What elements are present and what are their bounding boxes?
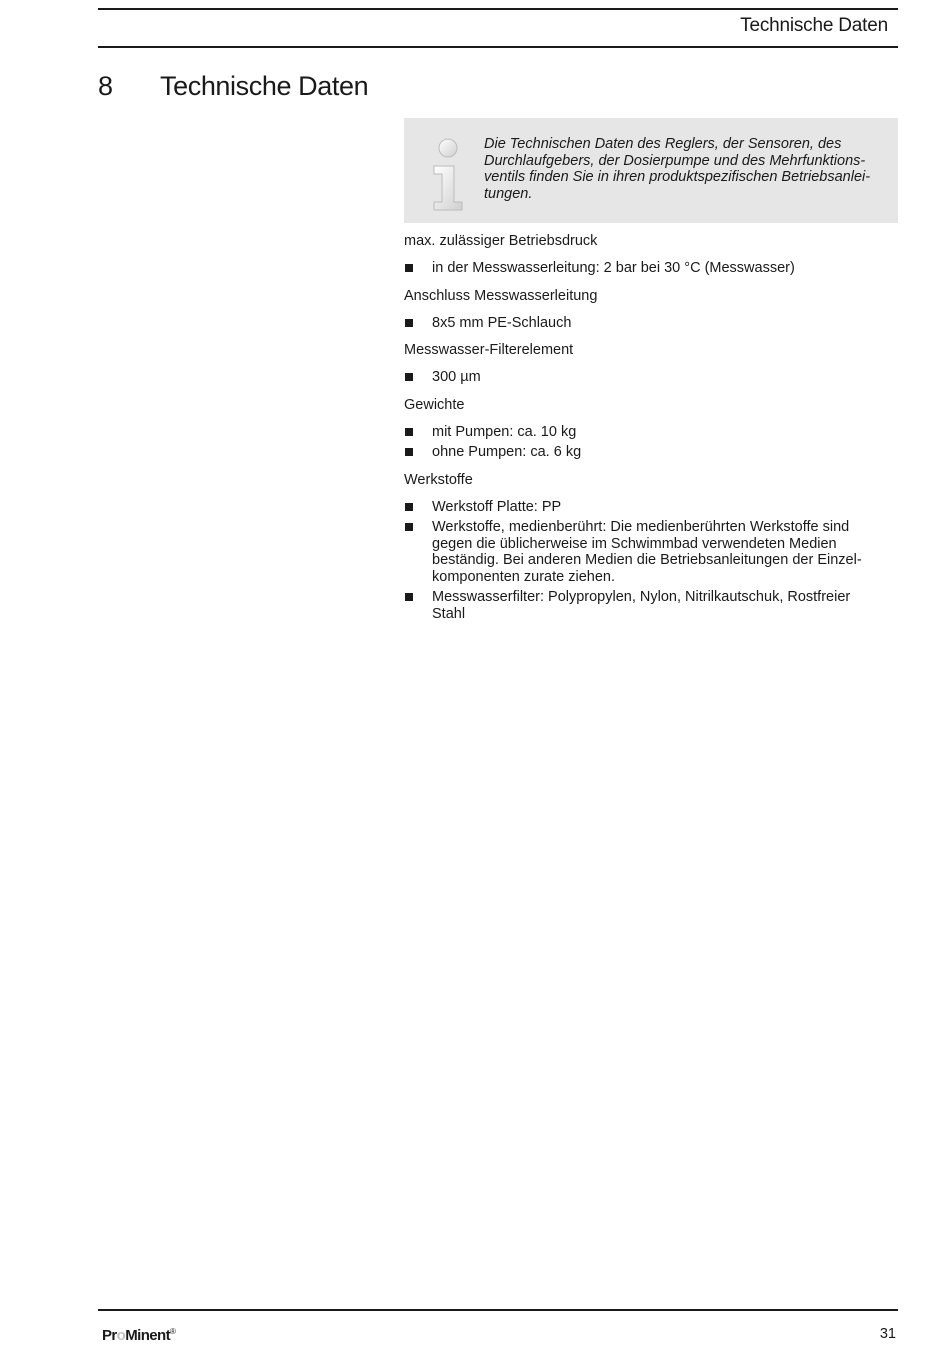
list-item bbox=[404, 424, 898, 441]
section-label: Werkstoffe bbox=[404, 471, 473, 488]
technical-data-content bbox=[404, 232, 898, 632]
list-item-line: beständig. Bei anderen Medien die Betriebsanleitungen der Einzel- bbox=[432, 552, 862, 568]
logo-text-pr: Pr bbox=[102, 1327, 117, 1344]
square-bullet-icon bbox=[405, 264, 413, 272]
bullet-list bbox=[404, 499, 898, 623]
list-item-line: in der Messwasserleitung: 2 bar bei 30 °C (Messwasser) bbox=[432, 260, 795, 276]
section-label: Anschluss Messwasserleitung bbox=[404, 287, 598, 304]
bullet-list bbox=[404, 260, 898, 277]
square-bullet-icon bbox=[405, 448, 413, 456]
section-label: max. zulässiger Betriebsdruck bbox=[404, 233, 598, 249]
list-item-line: Stahl bbox=[432, 605, 466, 622]
header-top-rule bbox=[98, 8, 898, 10]
list-item-line: 300 µm bbox=[432, 369, 481, 385]
footer-rule bbox=[98, 1309, 898, 1311]
square-bullet-icon bbox=[405, 428, 413, 436]
list-item-line: komponenten zurate ziehen. bbox=[432, 568, 615, 585]
list-item-line: ohne Pumpen: ca. 6 kg bbox=[432, 444, 582, 460]
info-note-text bbox=[484, 136, 888, 202]
list-item bbox=[404, 260, 898, 277]
list-item-line: gegen die üblicherweise im Schwimmbad verwendeten Medien bbox=[432, 535, 837, 552]
running-header-title: Technische Daten bbox=[740, 15, 888, 36]
logo-registered-mark: ® bbox=[169, 1327, 176, 1336]
section-label: Messwasser-Filterelement bbox=[404, 342, 574, 358]
list-item-line: mit Pumpen: ca. 10 kg bbox=[432, 423, 577, 440]
list-item-line: Werkstoff Platte: PP bbox=[432, 498, 562, 515]
bullet-list bbox=[404, 424, 898, 461]
info-note-line: ventils finden Sie in ihren produktspezifischen Betriebsanlei- bbox=[484, 169, 871, 185]
list-item-line: Messwasserfilter: Polypropylen, Nylon, Nitrilkautschuk, Rostfreier bbox=[432, 589, 851, 605]
list-item-line: Werkstoffe, medienberührt: Die medienberührten Werkstoffe sind bbox=[432, 519, 850, 535]
info-note-box bbox=[404, 118, 898, 223]
square-bullet-icon bbox=[405, 503, 413, 511]
list-item bbox=[404, 519, 898, 585]
list-item bbox=[404, 499, 898, 516]
prominent-logo bbox=[102, 1327, 175, 1344]
info-note-line: Die Technischen Daten des Reglers, der Sensoren, des bbox=[484, 136, 842, 152]
square-bullet-icon bbox=[405, 523, 413, 531]
logo-text-o: o bbox=[116, 1327, 126, 1344]
square-bullet-icon bbox=[405, 319, 413, 327]
list-item-line: 8x5 mm PE-Schlauch bbox=[432, 314, 572, 331]
header-bottom-rule bbox=[98, 46, 898, 48]
info-icon bbox=[428, 136, 468, 216]
info-note-line: tungen. bbox=[484, 185, 533, 202]
bullet-list bbox=[404, 369, 898, 386]
chapter-number: 8 bbox=[98, 71, 113, 101]
list-item bbox=[404, 444, 898, 461]
square-bullet-icon bbox=[405, 593, 413, 601]
logo-text-minent: Minent bbox=[125, 1327, 170, 1344]
list-item bbox=[404, 369, 898, 386]
page-number: 31 bbox=[879, 1326, 896, 1342]
info-note-line: Durchlaufgebers, der Dosierpumpe und des Mehrfunktions- bbox=[484, 152, 866, 169]
list-item bbox=[404, 315, 898, 332]
list-item bbox=[404, 589, 898, 622]
section-label: Gewichte bbox=[404, 396, 465, 413]
bullet-list bbox=[404, 315, 898, 332]
square-bullet-icon bbox=[405, 373, 413, 381]
chapter-title: Technische Daten bbox=[160, 71, 369, 101]
